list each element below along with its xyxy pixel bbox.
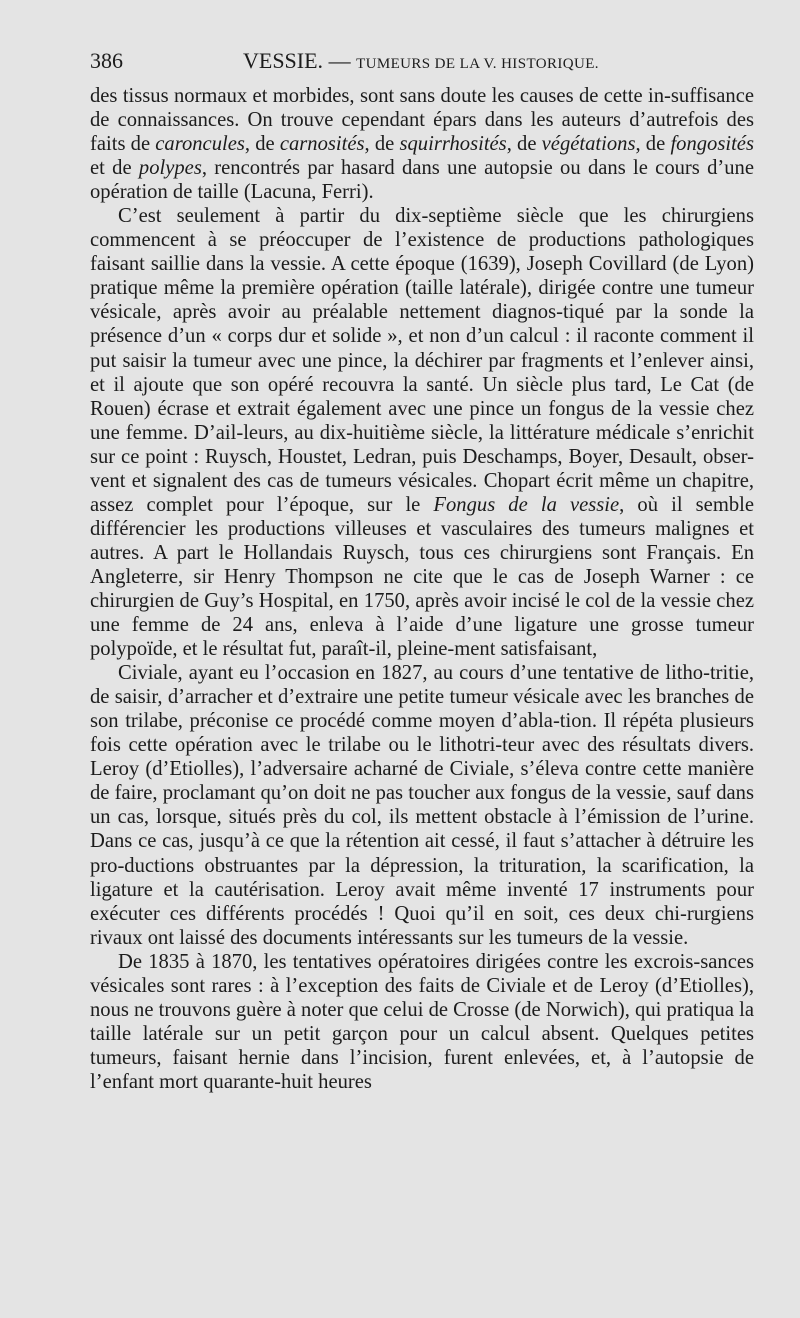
running-title	[243, 48, 599, 74]
italic-term: fongosités	[670, 133, 754, 156]
paragraph	[90, 84, 754, 204]
italic-term: carnosités	[279, 133, 365, 156]
italic-term: végétations	[541, 133, 636, 156]
text-run: , de	[506, 133, 542, 156]
text-run: , de	[364, 133, 400, 156]
text-run: des tissus normaux et morbides, sont sans doute les causes de cette in-suffisance de connaissances. On trouve cependant épars dans les auteurs d’autrefois des faits de	[90, 85, 754, 156]
text-run: , de	[244, 133, 280, 156]
body-text	[90, 84, 754, 1094]
text-run: , où il semble différencier les productions villeuses et vasculaires des tumeurs malignes et autres. A part le Hollandais Ruysch, tous ces chirurgiens sont Français. En Angleterre, sir Henry Thompson ne cite que le cas de Joseph Warner : ce chirurgien de Guy’s Hospital, en 1750, après avoir incisé le col de la vessie chez une femme de 24 ans, enleva à l’aide d’une ligature une grosse tumeur polypoïde, et le résultat fut, paraît-il, pleine-ment satisfaisant,	[90, 493, 754, 661]
paragraph	[90, 661, 754, 950]
paragraph	[90, 950, 754, 1094]
text-run: C’est seulement à partir du dix-septième siècle que les chirurgiens commencent à se préoccuper de l’existence de productions pathologiques faisant saillie dans la vessie. A cette époque (1639), Joseph Covillard (de Lyon) pratique même la première opération (taille latérale), dirigée contre une tumeur vésicale, après avoir au préalable nettement diagnos-tiqué par la sonde la présence d’un « corps dur et solide », et non d’un calcul : il raconte comment il put saisir la tumeur avec une pince, la déchirer par fragments et l’enlever ainsi, et il ajoute que son opéré recouvra la santé. Un siècle plus tard, Le Cat (de Rouen) écrase et extrait également avec une pince un fongus de la vessie chez une femme. D’ail-leurs, au dix-huitième siècle, la littérature médicale s’enrichit sur ce point : Ruysch, Houstet, Ledran, puis Deschamps, Boyer, Desault, obser-vent et signalent des cas de tumeurs vésicales. Chopart écrit même un chapitre, assez complet pour l’époque, sur le	[90, 205, 754, 516]
running-title-main: VESSIE.	[243, 48, 324, 73]
paragraph	[90, 204, 754, 661]
text-run: , de	[635, 133, 671, 156]
text-run: , rencontrés par hasard dans une autopsie ou dans le cours d’une opération de taille (Lacuna, Ferri).	[90, 157, 754, 204]
running-title-dash: —	[323, 48, 357, 73]
text-run: Civiale, ayant eu l’occasion en 1827, au cours d’une tentative de litho-tritie, de saisir, d’arracher et d’extraire une petite tumeur vésicale avec les branches de son trilabe, préconise ce procédé comme moyen d’abla-tion. Il répéta plusieurs fois cette opération avec le trilabe ou le lithotri-teur avec des résultats divers. Leroy (d’Etiolles), l’adversaire acharné de Civiale, s’éleva contre cette manière de faire, proclamant qu’on doit ne pas toucher aux fongus de la vessie, sauf dans un cas, lorsque, situés près du col, ils mettent obstacle à l’émission de l’urine. Dans ce cas, jusqu’à ce que la rétention ait cessé, il faut s’attacher à détruire les pro-ductions obstruantes par la dépression, la trituration, la scarification, la ligature et la cautérisation. Leroy avait même inventé 17 instruments pour exécuter ces différents procédés ! Quoi qu’il en soit, ces deux chi-rurgiens rivaux ont laissé des documents intéressants sur les tumeurs de la vessie.	[90, 662, 754, 949]
text-run: De 1835 à 1870, les tentatives opératoires dirigées contre les excrois-sances vésicales sont rares : à l’exception des faits de Civiale et de Leroy (d’Etiolles), nous ne trouvons guère à noter que celui de Crosse (de Norwich), qui pratiqua la taille latérale sur un petit garçon pour un calcul absent. Quelques petites tumeurs, faisant hernie dans l’incision, furent enlevées, et, à l’autopsie de l’enfant mort quarante-huit heures	[90, 950, 754, 1093]
italic-term: polypes	[138, 157, 202, 180]
italic-term: caroncules	[155, 133, 245, 156]
page-number: 386	[90, 48, 123, 73]
text-run: et de	[90, 157, 139, 180]
running-title-sub: TUMEURS DE LA V. HISTORIQUE.	[356, 56, 599, 72]
italic-term: Fongus de la vessie	[433, 493, 620, 516]
italic-term: squirrhosités	[399, 133, 507, 156]
running-header	[90, 44, 750, 80]
